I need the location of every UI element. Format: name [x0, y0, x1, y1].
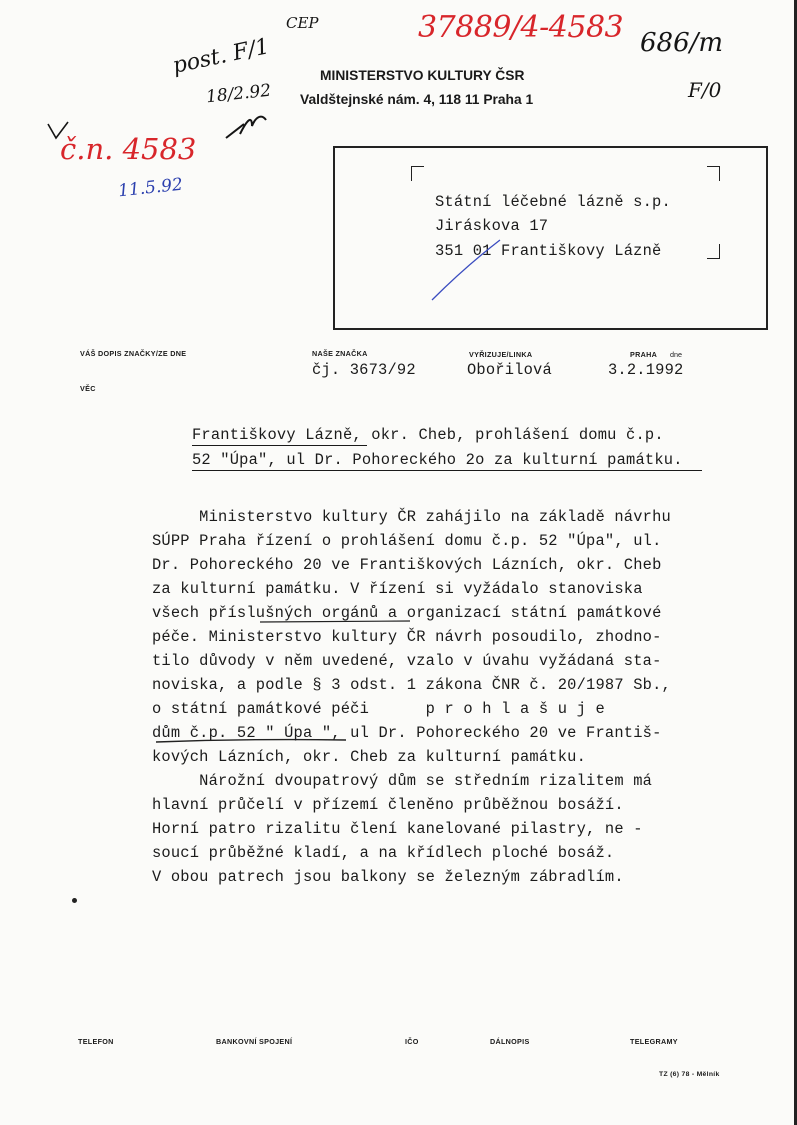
handwritten-cep: CEP: [286, 14, 319, 32]
handwritten-red-number: č.n. 4583: [60, 132, 197, 166]
subject-label: VĚC: [80, 384, 96, 393]
ministry-address: Valdštejnské nám. 4, 118 11 Praha 1: [300, 92, 534, 107]
ministry-name: MINISTERSTVO KULTURY ČSR: [320, 68, 525, 83]
date-label: dne: [670, 350, 682, 359]
body-line: tilo důvody v něm uvedené, vzalo v úvahu vyžádaná sta-: [152, 652, 662, 670]
body-line: V obou patrech jsou balkony se železným zábradlím.: [152, 868, 624, 886]
body-line: Dr. Pohoreckého 20 ve Františkových Lázních, okr. Cheb: [152, 556, 662, 574]
body-line: SÚPP Praha řízení o prohlášení domu č.p. 52 "Úpa", ul.: [152, 532, 662, 550]
footer-telex-label: DÁLNOPIS: [490, 1037, 530, 1046]
handwritten-post-note: post. F/1: [170, 34, 272, 79]
subject-line-1: Františkovy Lázně, okr. Cheb, prohlášení domu č.p.: [192, 426, 664, 444]
window-corner-top-left: [411, 166, 424, 181]
footer-ico-label: IČO: [405, 1037, 419, 1046]
body-line: Horní patro rizalitu člení kanelované pilastry, ne -: [152, 820, 643, 838]
handwritten-initial-mark: [222, 104, 282, 144]
footer-telegram-label: TELEGRAMY: [630, 1037, 678, 1046]
body-line: dům č.p. 52 " Úpa ", ul Dr. Pohoreckého 20 ve Františ-: [152, 724, 662, 742]
body-line: o státní památkové péči p r o h l a š u j e: [152, 700, 605, 718]
handled-by-label: VYŘIZUJE/LINKA: [469, 350, 533, 359]
handwritten-date-note: 18/2.92: [205, 80, 273, 108]
date-value: 3.2.1992: [608, 361, 684, 379]
subject-line-2: 52 "Úpa", ul Dr. Pohoreckého 2o za kulturní památku.: [192, 451, 683, 469]
body-line: všech příslušných orgánů a organizací státní památkové: [152, 604, 662, 622]
our-reference-value: čj. 3673/92: [312, 361, 416, 379]
body-line: hlavní průčelí v přízemí členěno průběžnou bosáží.: [152, 796, 624, 814]
footer-print-code: TZ (6) 78 - Mělník: [659, 1071, 720, 1078]
recipient-address-box: [333, 146, 768, 330]
handled-by-value: Obořilová: [467, 361, 552, 379]
body-line: soucí průběžné kladí, a na křídlech ploché bosáž.: [152, 844, 615, 862]
handwritten-top-right-note: 686/m: [640, 28, 724, 58]
body-line: za kulturní památku. V řízení si vyžádalo stanoviska: [152, 580, 643, 598]
footer-bank-label: BANKOVNÍ SPOJENÍ: [216, 1037, 293, 1046]
window-corner-bottom-right: [707, 244, 720, 259]
margin-dot: [72, 898, 77, 903]
footer-telephone-label: TELEFON: [78, 1037, 114, 1046]
body-line: kových Lázních, okr. Cheb za kulturní památku.: [152, 748, 587, 766]
handwritten-reference-number: 37889/4-4583: [418, 10, 624, 45]
body-line: noviska, a podle § 3 odst. 1 zákona ČNR č. 20/1987 Sb.,: [152, 676, 671, 694]
window-corner-top-right: [707, 166, 720, 181]
subject-underline-2: [192, 470, 702, 471]
subject-underline-1: [192, 445, 367, 446]
body-line: Nárožní dvoupatrový dům se středním rizalitem má: [152, 772, 653, 790]
handwritten-f0-note: F/0: [688, 78, 722, 102]
handwritten-blue-date: 11.5.92: [117, 174, 184, 202]
your-letter-label: VÁŠ DOPIS ZNAČKY/ZE DNE: [80, 349, 187, 358]
recipient-city: 351 01 Františkovy Lázně: [435, 242, 662, 260]
recipient-name: Státní léčebné lázně s.p.: [435, 193, 671, 211]
praha-label: PRAHA: [630, 350, 658, 359]
body-line: péče. Ministerstvo kultury ČR návrh posoudilo, zhodno-: [152, 628, 662, 646]
recipient-street: Jiráskova 17: [435, 217, 549, 235]
blue-pen-stroke: [426, 238, 506, 308]
our-reference-label: NAŠE ZNAČKA: [312, 349, 368, 358]
body-line: Ministerstvo kultury ČR zahájilo na základě návrhu: [152, 508, 671, 526]
pen-underlines: [150, 590, 710, 760]
